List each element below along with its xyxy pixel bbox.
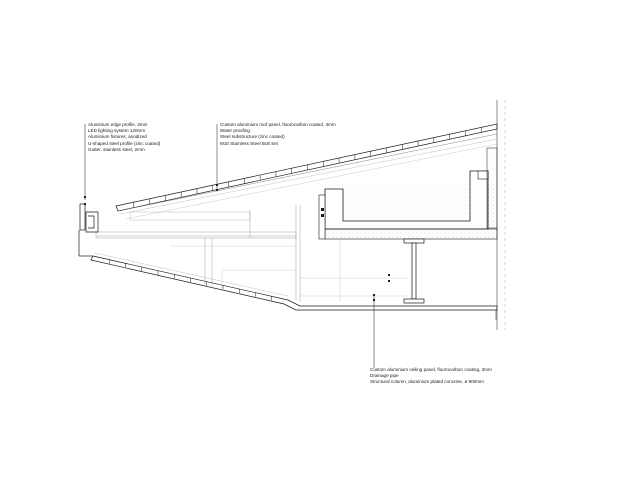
annotation-line: U-shaped steel profile (zinc coated) <box>88 140 161 146</box>
ceiling-detail-annotation <box>370 367 492 386</box>
edge-profile <box>79 204 98 256</box>
annotation-line: Structural column, aluminium plated concrete, ø 900mm <box>370 379 484 385</box>
annotation-line: Aluminium edge profile, 3mm <box>88 122 148 127</box>
annotation-line: Steel substructure (zinc coated) <box>220 134 285 140</box>
annotation-line: LED lighting system 120mm <box>88 128 146 134</box>
annotation-line: Custom aluminium ceiling panel, fluorocarbon coating, 3mm <box>370 367 492 372</box>
annotation-line: Custom aluminium roof panel, fluorocarbon coated, 3mm <box>220 122 336 127</box>
annotation-line: M10 Stainless Steel Bolt Set <box>220 140 278 146</box>
annotation-line: Drainage pipe <box>370 373 399 379</box>
roof-detail-annotation <box>220 122 336 147</box>
column-outline <box>496 100 505 330</box>
ceiling-panel <box>91 253 497 310</box>
annotation-line: Aluminium fixtures, anodized <box>88 134 147 140</box>
steel-beam <box>404 239 424 303</box>
edge-detail-annotation <box>88 122 160 153</box>
annotation-line: Gutter, stainless steel, 2mm <box>88 146 145 152</box>
annotation-line: Water proofing <box>220 128 250 134</box>
